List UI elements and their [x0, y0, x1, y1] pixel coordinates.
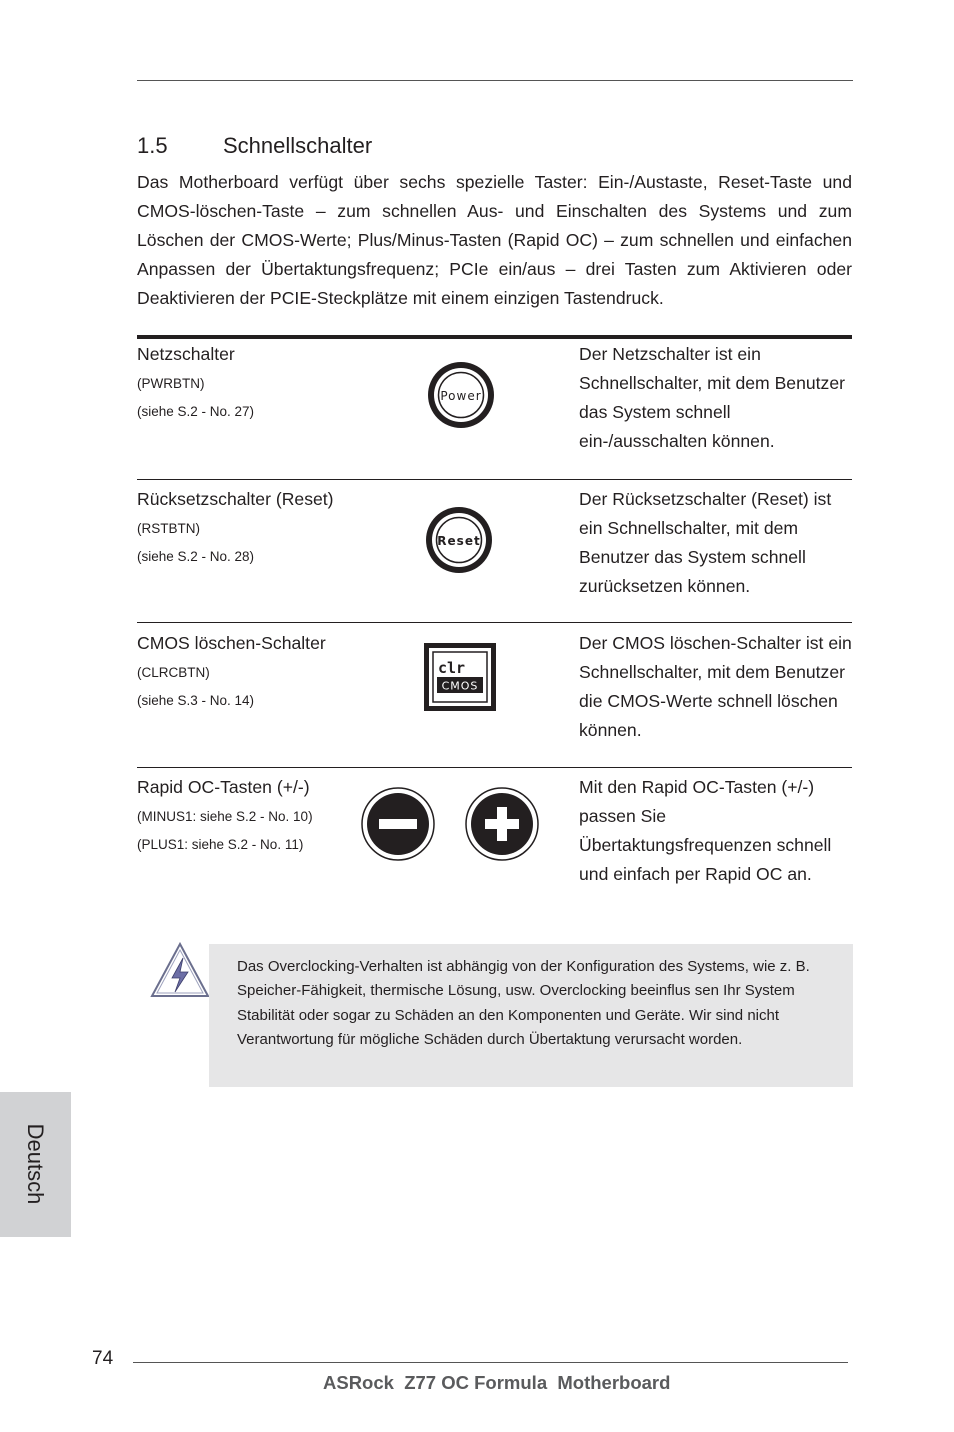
footer-title: ASRock Z77 OC Formula Motherboard [323, 1372, 671, 1393]
language-tab-label: Deutsch [23, 1123, 48, 1205]
switch-code: (CLRCBTN) [137, 665, 210, 680]
reset-button-label: Reset [437, 534, 481, 548]
warning-triangle-icon [150, 942, 210, 1000]
switch-name: Netzschalter [137, 344, 235, 364]
row-divider [137, 767, 852, 768]
switch-reference: (siehe S.2 - No. 28) [137, 549, 255, 564]
switch-description: Der Rücksetzschalter (Reset) ist ein Schnellschalter, mit dem Benutzer das System schnell zurücksetzen können. [579, 489, 832, 596]
page-number: 74 [92, 1348, 114, 1369]
clear-cmos-label-top: clr [438, 659, 466, 677]
switch-code: (RSTBTN) [137, 521, 200, 536]
section-title: Schnellschalter [223, 133, 373, 158]
switch-description: Der CMOS löschen-Schalter ist ein Schnellschalter, mit dem Benutzer die CMOS-Werte schnell löschen können. [579, 633, 852, 740]
reset-button-icon [419, 505, 499, 577]
language-tab [0, 1092, 71, 1237]
footer-rule [133, 1362, 848, 1363]
switch-code: (PWRBTN) [137, 376, 205, 391]
section-heading [137, 133, 372, 159]
switch-reference: (PLUS1: siehe S.2 - No. 11) [137, 837, 304, 852]
switch-name: Rapid OC-Tasten (+/-) [137, 777, 310, 797]
row-divider [137, 622, 852, 623]
plus-button-icon [465, 787, 541, 863]
switch-name: Rücksetzschalter (Reset) [137, 489, 334, 509]
switch-reference: (siehe S.3 - No. 14) [137, 693, 255, 708]
intro-paragraph: Das Motherboard verfügt über sechs spezielle Taster: Ein-/Austaste, Reset-Taste und CMOS-löschen-Taste – zum schnellen Aus- und Einschalten des Systems und zum Löschen der CMOS-Werte; Plus/Minus-Tasten (Rapid OC) – zum schnellen und einfachen Anpassen der Übertaktungsfrequenz; PCIe ein/aus – drei Tasten zum Aktivieren oder Deaktivieren der PCIE-Steckplätze mit einem einzigen Tastendruck. [137, 172, 852, 308]
clear-cmos-button-icon [423, 642, 497, 712]
clear-cmos-label-bottom: CMOS [441, 679, 479, 693]
power-button-label: Power [440, 389, 482, 403]
section-number: 1.5 [137, 133, 168, 158]
switch-description: Der Netzschalter ist ein Schnellschalter, mit dem Benutzer das System schnell ein-/ausschalten können. [579, 344, 845, 451]
minus-button-icon [361, 787, 437, 863]
note-box [209, 944, 853, 1087]
power-button-icon [421, 360, 501, 432]
table-top-rule [137, 335, 852, 339]
header-rule [137, 80, 853, 81]
switch-description: Mit den Rapid OC-Tasten (+/-) passen Sie Übertaktungsfrequenzen schnell und einfach per Rapid OC an. [579, 777, 832, 884]
row-divider [137, 479, 852, 480]
switch-code: (MINUS1: siehe S.2 - No. 10) [137, 809, 313, 824]
switch-reference: (siehe S.2 - No. 27) [137, 404, 255, 419]
note-text: Das Overclocking-Verhalten ist abhängig von der Konfiguration des Systems, wie z. B. Speicher-Fähigkeit, thermische Lösung, usw. Overclocking beeinflus sen Ihr System Stabilität oder sogar zu Schäden an den Komponenten und Geräte. Wir sind nicht Verantwortung für mögliche Schäden durch Übertaktung verursacht worden. [237, 958, 810, 1048]
switch-name: CMOS löschen-Schalter [137, 633, 326, 653]
